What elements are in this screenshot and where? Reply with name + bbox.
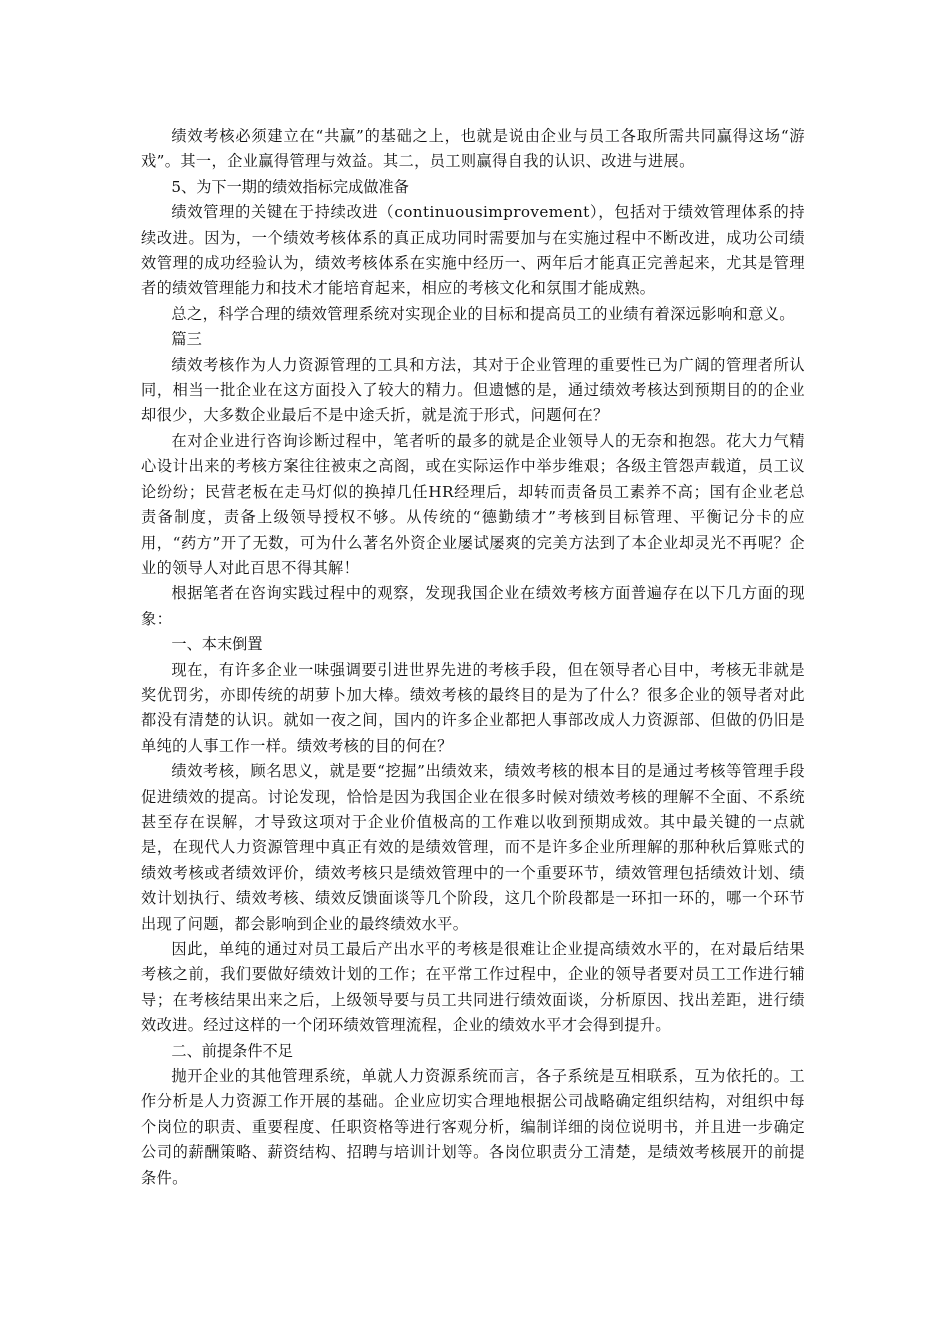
document-page [141, 124, 805, 1191]
part-heading-three: 篇三 [171, 330, 202, 349]
paragraph-win-win: 绩效考核必须建立在“共赢”的基础之上，也就是说由企业与员工各取所需共同赢得这场“游戏”。其一，企业赢得管理与效益。其二，员工则赢得自我的认识、改进与进展。 [141, 127, 805, 171]
paragraph-performance-management: 绩效考核，顾名思义，就是要“挖掘”出绩效来，绩效考核的根本目的是通过考核等管理手段促进绩效的提高。讨论发现，恰恰是因为我国企业在很多时候对绩效考核的理解不全面、不系统甚至存在误解，才导致这项对于企业价值极高的工作难以收到预期成效。其中最关键的一点就是，在现代人力资源管理中真正有效的是绩效管理，而不是许多企业所理解的那种秋后算账式的绩效考核或者绩效评价，绩效考核只是绩效管理中的一个重要环节，绩效管理包括绩效计划、绩效计划执行、绩效考核、绩效反馈面谈等几个阶段，这几个阶段都是一环扣一环的，哪一个环节出现了问题，都会影响到企业的最终绩效水平。 [141, 762, 805, 933]
paragraph-job-analysis: 抛开企业的其他管理系统，单就人力资源系统而言，各子系统是互相联系，互为依托的。工作分析是人力资源工作开展的基础。企业应切实合理地根据公司战略确定组织结构，对组织中每个岗位的职责、重要程度、任职资格等进行客观分析，编制详细的岗位说明书，并且进一步确定公司的薪酬策略、薪资结构、招聘与培训计划等。各岗位职责分工清楚，是绩效考核展开的前提条件。 [141, 1067, 805, 1187]
paragraph-closed-loop: 因此，单纯的通过对员工最后产出水平的考核是很难让企业提高绩效水平的，在对最后结果考核之前，我们要做好绩效计划的工作；在平常工作过程中，企业的领导者要对员工工作进行辅导；在考核结果出来之后，上级领导要与员工共同进行绩效面谈，分析原因、找出差距，进行绩效改进。经过这样的一个闭环绩效管理流程，企业的绩效水平才会得到提升。 [141, 940, 805, 1035]
section-heading-next-period: 5、为下一期的绩效指标完成做准备 [171, 177, 409, 196]
section-heading-inverted-priorities: 一、本末倒置 [171, 635, 263, 654]
paragraph-carrot-and-stick: 现在，有许多企业一味强调要引进世界先进的考核手段，但在领导者心目中，考核无非就是奖优罚劣，亦即传统的胡萝卜加大棒。绩效考核的最终目的是为了什么？很多企业的领导者对此都没有清楚的认识。就如一夜之间，国内的许多企业都把人事部改成人力资源部、但做的仍旧是单纯的人事工作一样。绩效考核的目的何在？ [141, 660, 805, 755]
paragraph-observations: 根据笔者在咨询实践过程中的观察，发现我国企业在绩效考核方面普遍存在以下几方面的现象： [141, 584, 805, 628]
section-heading-prerequisites: 二、前提条件不足 [171, 1041, 293, 1060]
paragraph-intro-hr-tool: 绩效考核作为人力资源管理的工具和方法，其对于企业管理的重要性已为广阔的管理者所认同，相当一批企业在这方面投入了较大的精力。但遗憾的是，通过绩效考核达到预期目的的企业却很少，大多数企业最后不是中途夭折，就是流于形式，问题何在？ [141, 355, 805, 425]
paragraph-consulting-complaints: 在对企业进行咨询诊断过程中，笔者听的最多的就是企业领导人的无奈和抱怨。花大力气精心设计出来的考核方案往往被束之高阁，或在实际运作中举步维艰；各级主管怨声载道，员工议论纷纷；民营老板在走马灯似的换掉几任HR经理后，却转而责备员工素养不高；国有企业老总责备制度，责备上级领导授权不够。从传统的“德勤绩才”考核到目标管理、平衡记分卡的应用，“药方”开了无数，可为什么著名外资企业屡试屡爽的完美方法到了本企业却灵光不再呢？企业的领导人对此百思不得其解！ [141, 431, 805, 577]
paragraph-summary: 总之，科学合理的绩效管理系统对实现企业的目标和提高员工的业绩有着深远影响和意义。 [171, 304, 795, 323]
paragraph-continuous-improvement: 绩效管理的关键在于持续改进（continuousimprovement），包括对于绩效管理体系的持续改进。因为，一个绩效考核体系的真正成功同时需要加与在实施过程中不断改进，成功公司绩效管理的成功经验认为，绩效考核体系在实施中经历一、两年后才能真正完善起来，尤其是管理者的绩效管理能力和技术才能培育起来，相应的考核文化和氛围才能成熟。 [141, 203, 805, 298]
